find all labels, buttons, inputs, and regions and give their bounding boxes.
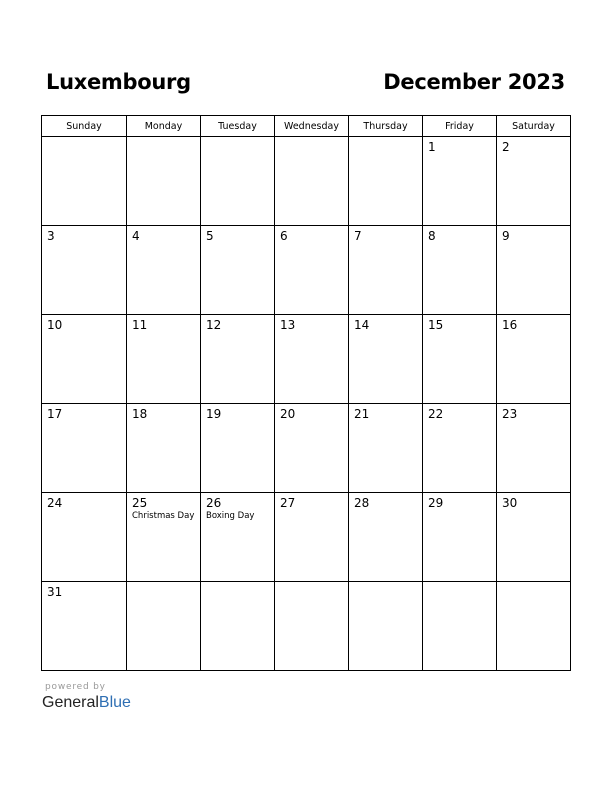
day-number: 13 xyxy=(280,318,296,332)
day-number: 2 xyxy=(502,140,510,154)
day-number xyxy=(497,582,570,585)
powered-by-label: powered by xyxy=(45,682,106,692)
day-number: 31 xyxy=(47,585,63,599)
day-cell xyxy=(127,315,201,404)
day-number: 29 xyxy=(428,496,444,510)
day-number: 15 xyxy=(428,318,444,332)
week-row xyxy=(42,404,571,493)
day-number: 12 xyxy=(206,318,222,332)
day-number: 4 xyxy=(132,229,140,243)
day-cell xyxy=(349,315,423,404)
day-number: 8 xyxy=(428,229,436,243)
week-row xyxy=(42,226,571,315)
day-cell xyxy=(201,226,275,315)
week-row xyxy=(42,582,571,671)
day-number xyxy=(42,137,126,140)
day-cell xyxy=(201,315,275,404)
day-cell xyxy=(42,137,127,226)
day-cell xyxy=(423,404,497,493)
weekday-tuesday: Tuesday xyxy=(201,116,275,137)
day-cell xyxy=(275,404,349,493)
day-number: 24 xyxy=(47,496,63,510)
day-number: 28 xyxy=(354,496,370,510)
day-number xyxy=(423,582,496,585)
day-cell xyxy=(201,493,275,582)
brand-name-part1: General xyxy=(42,694,99,711)
day-cell xyxy=(275,493,349,582)
weekday-friday: Friday xyxy=(423,116,497,137)
day-cell xyxy=(127,226,201,315)
week-row xyxy=(42,493,571,582)
weekday-sunday: Sunday xyxy=(42,116,127,137)
day-number: 19 xyxy=(206,407,222,421)
day-cell xyxy=(42,315,127,404)
day-number xyxy=(201,582,274,585)
day-number: 25 xyxy=(132,496,148,510)
day-cell xyxy=(275,315,349,404)
weekday-monday: Monday xyxy=(127,116,201,137)
day-number: 11 xyxy=(132,318,148,332)
day-cell xyxy=(275,582,349,671)
day-number: 16 xyxy=(502,318,518,332)
day-cell xyxy=(497,315,571,404)
weekday-thursday: Thursday xyxy=(349,116,423,137)
day-cell xyxy=(349,226,423,315)
day-number xyxy=(275,137,348,140)
day-number: 7 xyxy=(354,229,362,243)
week-row xyxy=(42,137,571,226)
day-cell xyxy=(127,582,201,671)
calendar-grid xyxy=(41,115,571,671)
day-cell xyxy=(497,226,571,315)
day-cell xyxy=(349,493,423,582)
day-cell xyxy=(497,137,571,226)
day-cell xyxy=(42,493,127,582)
day-number: 17 xyxy=(47,407,63,421)
day-number xyxy=(127,582,200,585)
day-cell xyxy=(423,226,497,315)
day-number: 5 xyxy=(206,229,214,243)
brand-name-part2: Blue xyxy=(98,694,131,711)
day-cell xyxy=(423,315,497,404)
day-cell xyxy=(423,137,497,226)
day-cell xyxy=(423,582,497,671)
day-cell xyxy=(201,137,275,226)
day-cell xyxy=(201,582,275,671)
day-cell xyxy=(497,404,571,493)
day-cell xyxy=(349,582,423,671)
day-cell xyxy=(127,137,201,226)
day-cell xyxy=(127,493,201,582)
day-number: 22 xyxy=(428,407,444,421)
day-number xyxy=(201,137,274,140)
day-cell xyxy=(423,493,497,582)
week-row xyxy=(42,315,571,404)
day-cell xyxy=(201,404,275,493)
day-cell xyxy=(127,404,201,493)
holiday-label: Boxing Day xyxy=(206,511,255,521)
day-number: 23 xyxy=(502,407,518,421)
day-number: 21 xyxy=(354,407,370,421)
day-number: 27 xyxy=(280,496,296,510)
day-cell xyxy=(349,137,423,226)
day-number: 26 xyxy=(206,496,222,510)
country-title: Luxembourg xyxy=(46,70,191,94)
day-number: 30 xyxy=(502,496,518,510)
weekday-wednesday: Wednesday xyxy=(275,116,349,137)
day-number: 18 xyxy=(132,407,148,421)
day-number: 9 xyxy=(502,229,510,243)
day-cell xyxy=(275,226,349,315)
day-number: 1 xyxy=(428,140,436,154)
generalblue-logo xyxy=(42,694,131,712)
day-cell xyxy=(42,404,127,493)
day-number: 20 xyxy=(280,407,296,421)
day-number xyxy=(349,137,422,140)
calendar-body xyxy=(42,137,571,671)
holiday-label: Christmas Day xyxy=(132,511,195,521)
day-number: 6 xyxy=(280,229,288,243)
day-cell xyxy=(497,582,571,671)
day-number xyxy=(349,582,422,585)
day-cell xyxy=(275,137,349,226)
day-cell xyxy=(42,582,127,671)
weekday-saturday: Saturday xyxy=(497,116,571,137)
weekday-header-row xyxy=(42,116,571,137)
day-number xyxy=(127,137,200,140)
day-number: 10 xyxy=(47,318,63,332)
day-number: 3 xyxy=(47,229,55,243)
day-cell xyxy=(349,404,423,493)
month-year-title: December 2023 xyxy=(383,70,565,94)
day-cell xyxy=(42,226,127,315)
day-number xyxy=(275,582,348,585)
day-cell xyxy=(497,493,571,582)
day-number: 14 xyxy=(354,318,370,332)
